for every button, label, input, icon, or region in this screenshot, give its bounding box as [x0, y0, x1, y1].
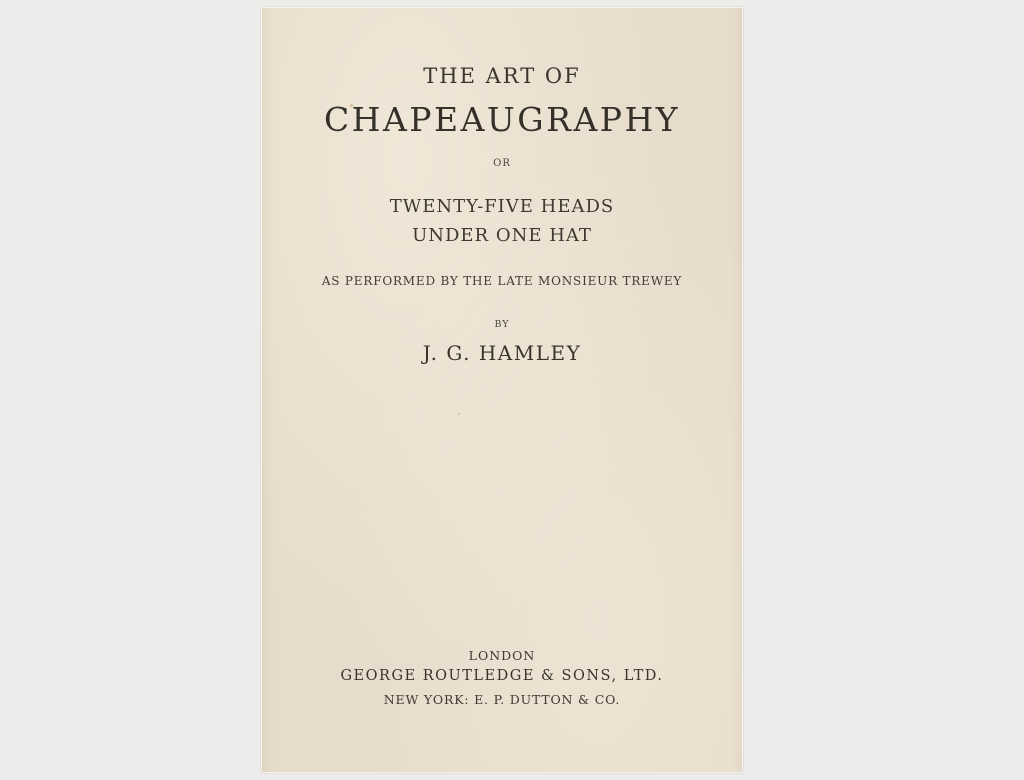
- book-title-page: [261, 7, 743, 773]
- imprint-city: LONDON: [468, 648, 536, 663]
- paper-speck: [458, 413, 460, 415]
- imprint-publisher: GEORGE ROUTLEDGE & SONS, LTD.: [340, 668, 664, 684]
- subtitle-line-1: TWENTY-FIVE HEADS: [389, 196, 615, 217]
- subtitle-line-2: UNDER ONE HAT: [412, 225, 592, 246]
- imprint-new-york: NEW YORK: E. P. DUTTON & CO.: [383, 692, 621, 707]
- or-connector: OR: [493, 158, 511, 169]
- book-title: CHAPEAUGRAPHY: [323, 100, 681, 139]
- author-name: J. G. HAMLEY: [422, 341, 582, 365]
- by-label: BY: [494, 319, 510, 330]
- title-line-1: THE ART OF: [423, 64, 581, 88]
- performed-by-line: AS PERFORMED BY THE LATE MONSIEUR TREWEY: [321, 274, 683, 288]
